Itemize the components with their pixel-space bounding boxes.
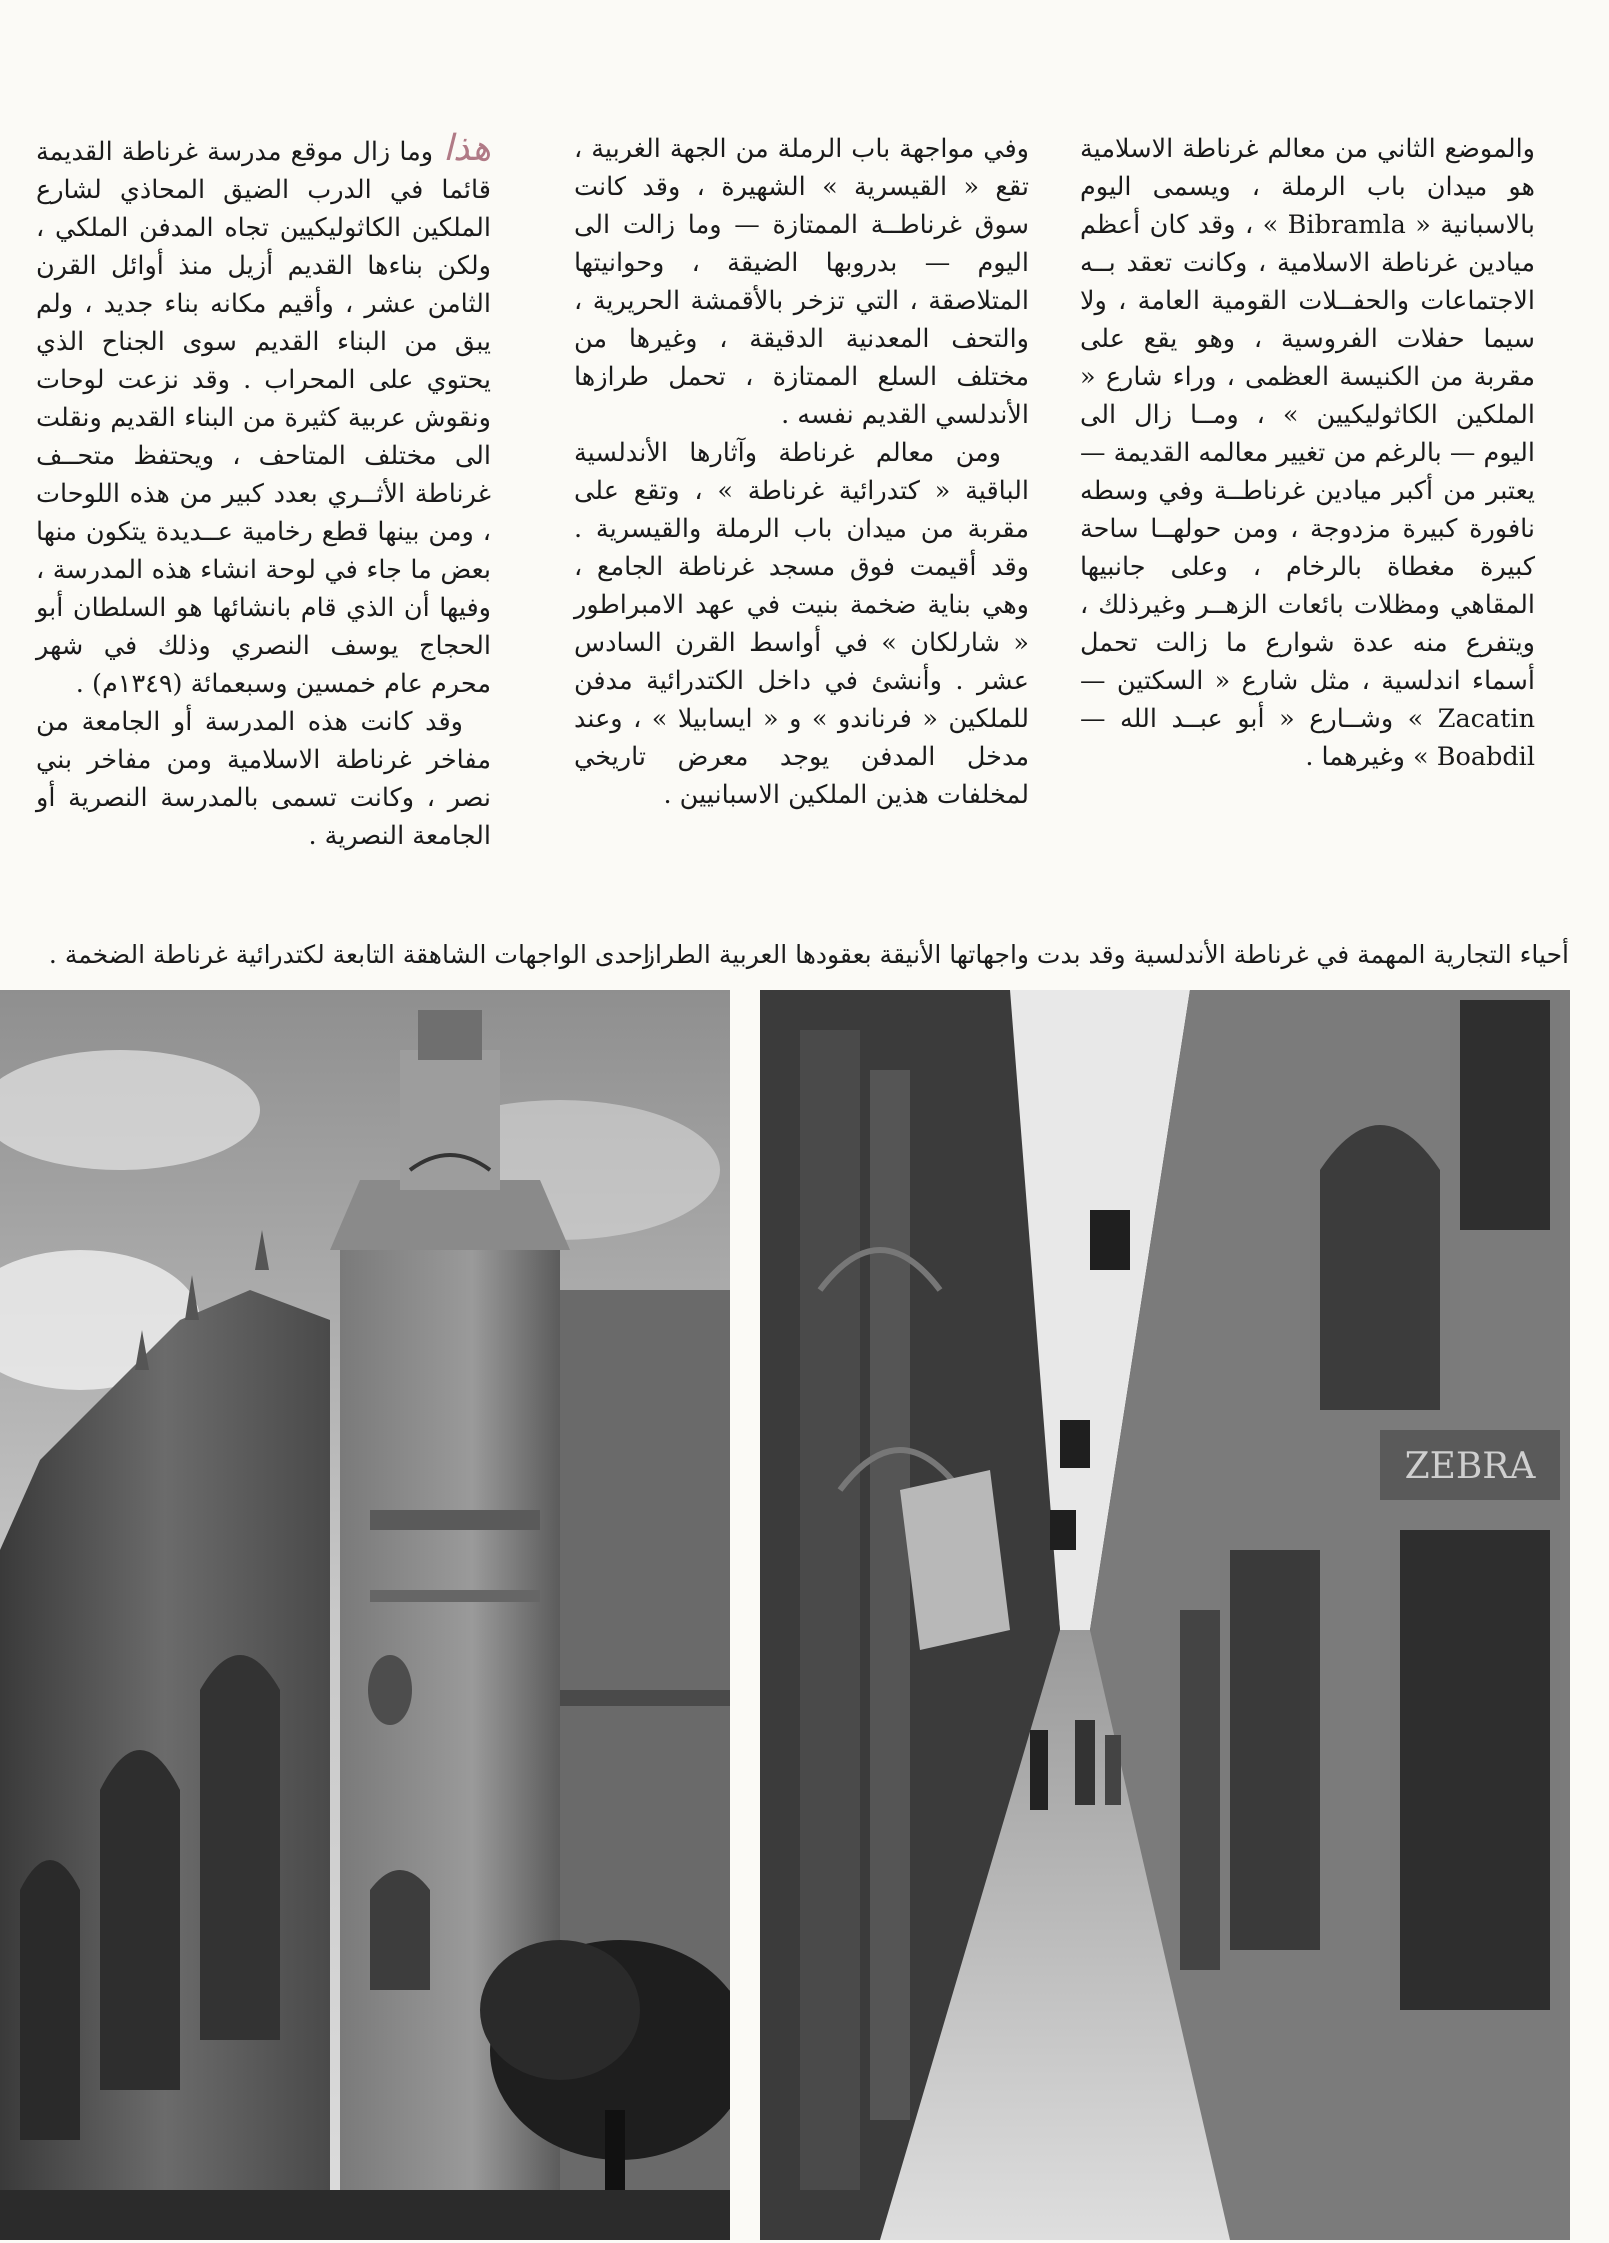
text-column-right: [1080, 130, 1535, 776]
market-street-photo: [760, 990, 1570, 2240]
caption-street-photo: أحياء التجارية المهمة في غرناطة الأندلسية وقد بدت واجهاتها الأنيقة بعقودها العربية الطراز .: [627, 940, 1569, 969]
cathedral-illustration: [0, 990, 730, 2240]
paragraph: وفي مواجهة باب الرملة من الجهة الغربية ، تقع « القيسرية » الشهيرة ، وقد كانت سوق غرناطــة الممتازة — وما زالت الى اليوم — بدروبها الضيقة ، وحوانيتها المتلاصقة ، التي تزخر بالأقمشة الحريرية ، والتحف المعدنية الدقيقة ، وغيرها من مختلف السلع الممتازة ، تحمل طرازها الأندلسي القديم نفسه .: [574, 134, 1029, 430]
paragraph-text: وما زال موقع مدرسة غرناطة القديمة قائما في الدرب الضيق المحاذي لشارع الملكين الكاثوليكيين تجاه المدفن الملكي ، ولكن بناءها القديم أزيل منذ أوائل القرن الثامن عشر ، وأقيم مكانه بناء جديد ، ولم يبق من البناء القديم سوى الجناح الذي يحتوي على المحراب . وقد نزعت لوحات ونقوش عربية كثيرة من البناء القديم ونقلت الى مختلف المتاحف ، ويحتفظ متحــف غرناطة الأثــري بعدد كبير من هذه اللوحات ، ومن بينها قطع رخامية عــديدة يتكون منها بعض ما جاء في لوحة انشاء هذه المدرسة ، وفيها أن الذي قام بانشائها هو السلطان أبو الحجاج يوسف النصري وذلك في شهر محرم عام خمسين وسبعمائة (١٣٤٩م) .: [36, 137, 491, 699]
text-column-left: [36, 130, 491, 855]
paragraph: وقد كانت هذه المدرسة أو الجامعة من مفاخر غرناطة الاسلامية ومن مفاخر بني نصر ، وكانت تسمى بالمدرسة النصرية أو الجامعة النصرية .: [36, 707, 491, 851]
paragraph: [36, 130, 491, 703]
lead-word: هذا: [443, 128, 491, 169]
paragraph: والموضع الثاني من معالم غرناطة الاسلامية هو ميدان باب الرملة ، ويسمى اليوم بالاسبانية « Bibramla » ، وقد كان أعظم ميادين غرناطة الاسلامية ، وكانت تعقد بــه الاجتماعات والحفــلات القومية العامة ، ولا سيما حفلات الفروسية ، وهو يقع على مقربة من الكنيسة العظمى ، وراء شارع « الملكين الكاثوليكيين » ، ومــا زال الى اليوم — بالرغم من تغيير معالمه القديمة — يعتبر من أكبر ميادين غرناطــة وفي وسطه نافورة كبيرة مزدوجة ، ومن حولهــا ساحة كبيرة مغطاة بالرخام ، وعلى جانبيها المقاهي ومظلات بائعات الزهــر وغيرذلك ، ويتفرع منه عدة شوارع ما زالت تحمل أسماء اندلسية ، مثل شارع « السكتين — Zacatin » وشــارع « أبو عبــد الله — Boabdil » وغيرهما .: [1080, 134, 1535, 772]
shop-sign-text: ZEBRA: [1404, 1446, 1536, 1487]
text-column-middle: [574, 130, 1029, 814]
caption-cathedral-photo: احدى الواجهات الشاهقة التابعة لكتدرائية غرناطة الضخمة .: [48, 940, 650, 969]
street-illustration: [760, 990, 1570, 2240]
paragraph: ومن معالم غرناطة وآثارها الأندلسية الباقية « كتدرائية غرناطة » ، وتقع على مقربة من ميدان باب الرملة والقيسرية . وقد أقيمت فوق مسجد غرناطة الجامع ، وهي بناية ضخمة بنيت في عهد الامبراطور « شارلكان » في أواسط القرن السادس عشر . وأنشئ في داخل الكتدرائية مدفن للملكين « فرناندو » و « ايسابيلا » ، وعند مدخل المدفن يوجد معرض تاريخي لمخلفات هذين الملكين الاسبانيين .: [574, 438, 1029, 810]
cathedral-photo: [0, 990, 730, 2240]
